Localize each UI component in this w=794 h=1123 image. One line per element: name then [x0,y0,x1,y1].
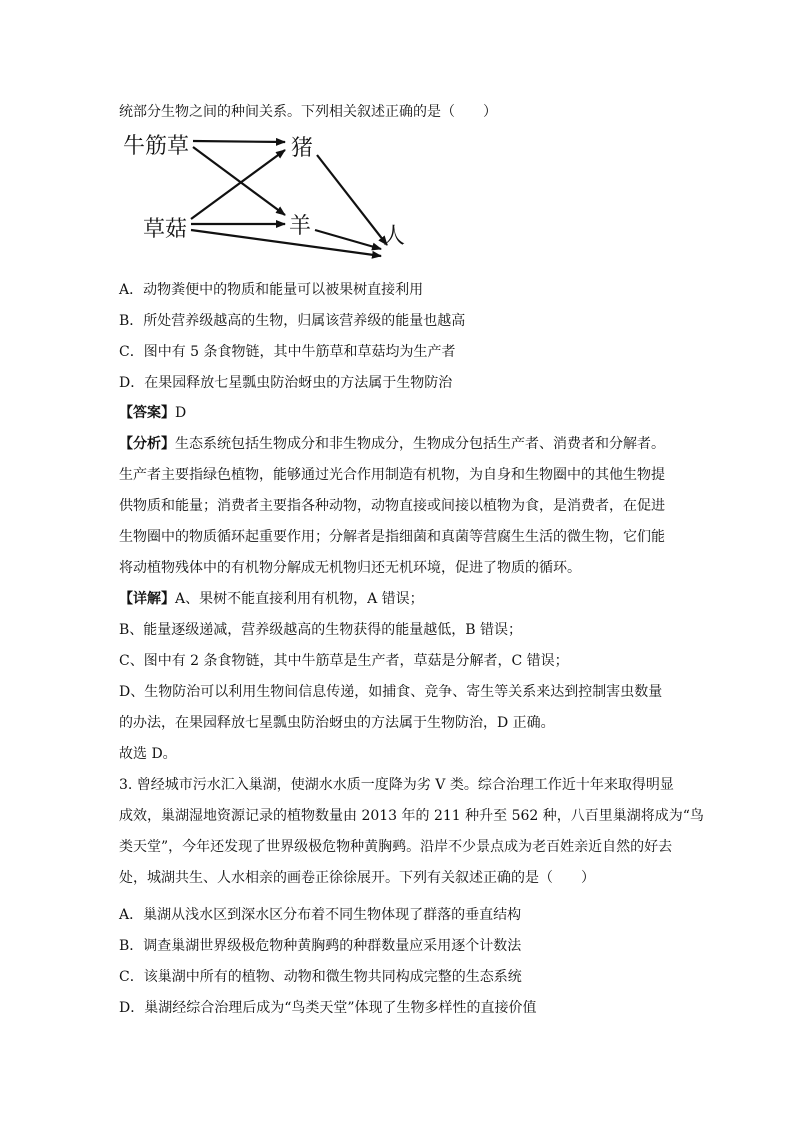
q3-stem-2: 成效，巢湖湿地资源记录的植物数量由 2013 年的 211 种升至 562 种，八百里巢湖将成为“鸟 [119,808,704,824]
detail-text-1: A、果树不能直接利用有机物，A 错误； [175,591,424,607]
q2-option-a: A．动物粪便中的物质和能量可以被果树直接利用 [119,282,424,298]
node-niujincao: 牛筋草 [123,134,190,159]
detail-line-3: C、图中有 2 条食物链，其中牛筋草是生产者，草菇是分解者，C 错误； [119,653,569,669]
answer-value: D [175,405,187,421]
arrow-caogu-zhu [191,150,285,219]
analysis-text-1: 生态系统包括生物成分和非生物成分，生物成分包括生产者、消费者和分解者。 [175,436,665,452]
q2-stem: 统部分生物之间的种间关系。下列相关叙述正确的是（ ） [119,104,497,120]
choose-line: 故选 D。 [119,746,177,762]
detail-line-4: D、生物防治可以利用生物间信息传递，如捕食、竞争、寄生等关系来达到控制害虫数量 [119,684,663,700]
arrow-niujincao-yang [193,147,285,215]
q2-option-d: D．在果园释放七星瓢虫防治蚜虫的方法属于生物防治 [119,375,453,391]
detail-line-2: B、能量逐级递减，营养级越高的生物获得的能量越低，B 错误； [119,622,523,638]
q3-stem-1: 3. 曾经城市污水汇入巢湖，使湖水水质一度降为劣 V 类。综合治理工作近十年来取得明显 [119,777,674,793]
arrow-yang-ren [315,230,381,249]
answer-line [119,404,186,422]
node-zhu: 猪 [291,136,314,161]
analysis-line-3: 供物质和能量；消费者主要指各种动物，动物直接或间接以植物为食，是消费者，在促进 [119,498,665,514]
q3-option-c: C．该巢湖中所有的植物、动物和微生物共同构成完整的生态系统 [119,969,522,985]
detail-line-5: 的办法，在果园释放七星瓢虫防治蚜虫的方法属于生物防治，D 正确。 [119,715,555,731]
analysis-line-1 [119,435,665,453]
detail-tag: 【详解】 [119,591,175,607]
q3-option-d: D．巢湖经综合治理后成为“鸟类天堂”体现了生物多样性的直接价值 [119,1000,537,1016]
q3-option-b: B．调查巢湖世界级极危物种黄胸鹀的种群数量应采用逐个计数法 [119,938,522,954]
analysis-tag: 【分析】 [119,436,175,452]
q2-option-b: B．所处营养级越高的生物，归属该营养级的能量也越高 [119,313,466,329]
answer-tag: 【答案】 [119,405,175,421]
node-ren: 人 [383,224,406,249]
q2-option-c: C．图中有 5 条食物链，其中牛筋草和草菇均为生产者 [119,344,456,360]
arrow-caogu-ren [191,230,381,256]
arrow-niujincao-zhu [193,141,285,142]
analysis-line-5: 将动植物残体中的有机物分解成无机物归还无机环境，促进了物质的循环。 [119,560,581,576]
q3-option-a: A．巢湖从浅水区到深水区分布着不同生物体现了群落的垂直结构 [119,907,522,923]
q3-stem-3: 类天堂”，今年还发现了世界级极危物种黄胸鹀。沿岸不少景点成为老百姓亲近自然的好去 [119,839,673,855]
node-yang: 羊 [289,214,312,239]
arrow-zhu-ren [317,155,387,245]
analysis-line-2: 生产者主要指绿色植物，能够通过光合作用制造有机物，为自身和生物圈中的其他生物提 [119,467,665,483]
q3-stem-4: 处，城湖共生、人水相亲的画卷正徐徐展开。下列有关叙述正确的是（ ） [119,870,595,886]
analysis-line-4: 生物圈中的物质循环起重要作用；分解者是指细菌和真菌等营腐生生活的微生物，它们能 [119,529,665,545]
detail-line-1 [119,590,424,608]
node-caogu: 草菇 [143,217,188,242]
food-web-diagram [119,127,419,272]
